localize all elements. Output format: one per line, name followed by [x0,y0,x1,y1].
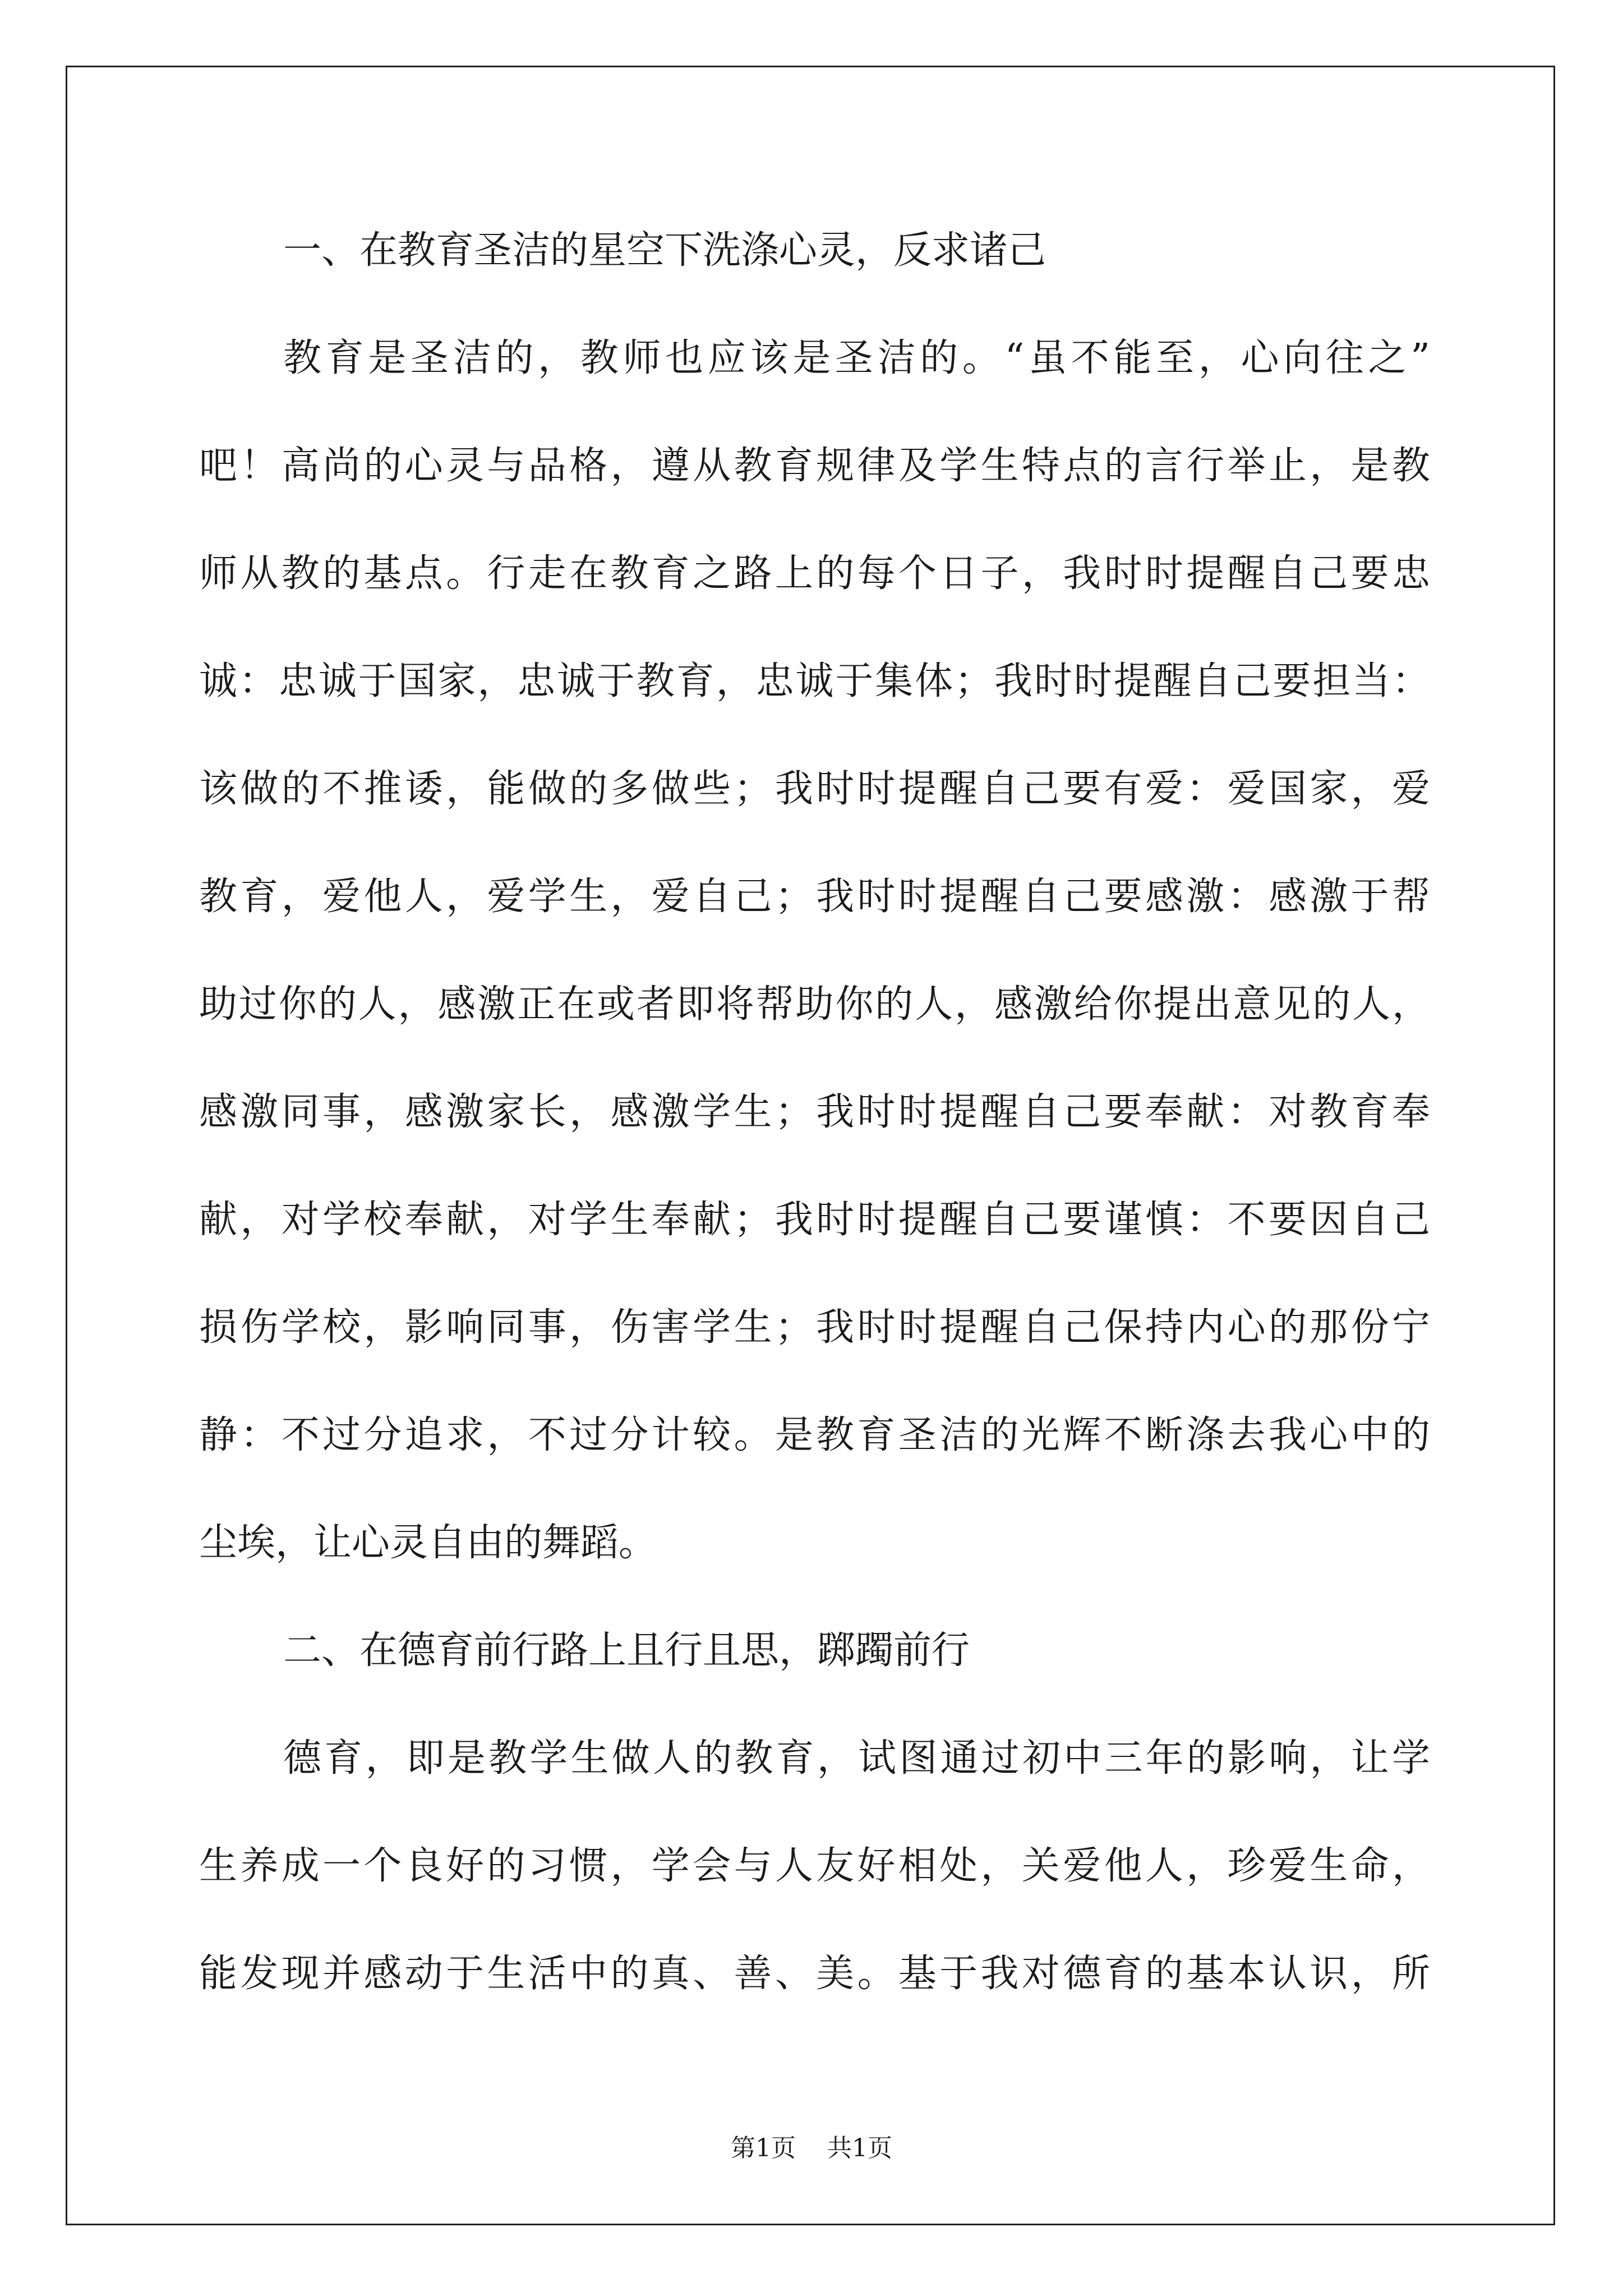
document-body [199,214,1430,2045]
paragraph-line: 损伤学校，影响同事，伤害学生；我时时提醒自己保持内心的那份宁 [199,1305,1430,1350]
paragraph-line: 教育是圣洁的，教师也应该是圣洁的。“虽不能至，心向往之” [283,336,1430,380]
paragraph-line: 尘埃，让心灵自由的舞蹈。 [199,1521,657,1565]
section-heading-2: 二、在德育前行路上且行且思，踯躅前行 [283,1628,970,1673]
section-heading-1: 一、在教育圣洁的星空下洗涤心灵，反求诸己 [283,228,1046,273]
paragraph-line: 助过你的人，感激正在或者即将帮助你的人，感激给你提出意见的人， [199,982,1430,1027]
page-number: 第1页 [731,2134,796,2162]
paragraph-line: 静：不过分追求，不过分计较。是教育圣洁的光辉不断涤去我心中的 [199,1413,1430,1457]
page-total: 共1页 [827,2134,892,2162]
paragraph-line: 该做的不推诿，能做的多做些；我时时提醒自己要有爱：爱国家，爱 [199,767,1430,811]
paragraph-line: 吧！高尚的心灵与品格，遵从教育规律及学生特点的言行举止，是教 [199,444,1430,488]
paragraph-line: 能发现并感动于生活中的真、善、美。基于我对德育的基本认识，所 [199,1952,1430,1996]
paragraph-line: 教育，爱他人，爱学生，爱自己；我时时提醒自己要感激：感激于帮 [199,875,1430,919]
paragraph-line: 德育，即是教学生做人的教育，试图通过初中三年的影响，让学 [283,1736,1430,1780]
paragraph-line: 感激同事，感激家长，感激学生；我时时提醒自己要奉献：对教育奉 [199,1090,1430,1134]
paragraph-line: 献，对学校奉献，对学生奉献；我时时提醒自己要谨慎：不要因自己 [199,1198,1430,1242]
page-footer [0,2132,1623,2165]
paragraph-line: 师从教的基点。行走在教育之路上的每个日子，我时时提醒自己要忠 [199,551,1430,596]
paragraph-line: 生养成一个良好的习惯，学会与人友好相处，关爱他人，珍爱生命， [199,1844,1430,1888]
paragraph-line: 诚：忠诚于国家，忠诚于教育，忠诚于集体；我时时提醒自己要担当： [199,659,1430,703]
